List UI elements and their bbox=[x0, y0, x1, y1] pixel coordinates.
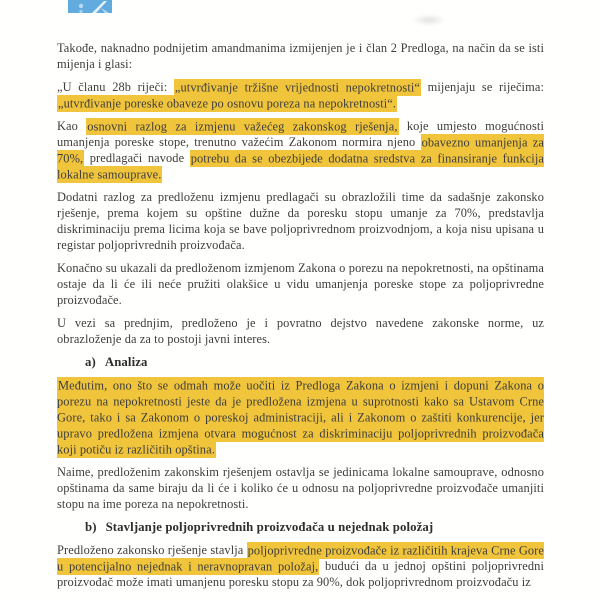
cropped-blue-logo bbox=[68, 0, 112, 13]
paragraph bbox=[57, 377, 544, 457]
paragraph bbox=[57, 464, 544, 512]
document-text bbox=[57, 40, 544, 597]
highlighted-text: „utvrđivanje poreske obaveze po osnovu poreza na nepokretnosti“. bbox=[58, 96, 397, 110]
highlighted-text: Međutim, ono što se odmah može uočiti iz Predloga Zakona o izmjeni i dopuni Zakona o porezu na nepokretnosti jeste da je predložena izmjena u suprotnosti kako sa Ustavom Crne Gore, tako i sa Zakonom o poreskoj administraciji, ali i Zakonom o zaštiti konkurencije, jer upravo predložena izmjena otvara mogućnost za diskriminaciju poljoprivrednih proizvođača koji potiču iz različitih opština. bbox=[57, 378, 544, 456]
paragraph bbox=[57, 79, 544, 111]
heading-marker: b) bbox=[85, 520, 97, 534]
paragraph bbox=[57, 189, 544, 253]
scan-smudge bbox=[412, 14, 446, 26]
paragraph-text: predlagači navode bbox=[84, 151, 190, 165]
paragraph-text: „U članu 28b riječi: bbox=[57, 80, 174, 94]
paragraph bbox=[57, 542, 544, 590]
paragraph-text: budući da u jednoj opštini poljoprivredni proizvođač može imati umanjenu poresku stopu za 90%, dok poljoprivrednom proizvođaču iz bbox=[57, 559, 544, 589]
paragraph-text: koje umjesto mogućnosti umanjenja poreske stope, trenutno važećim Zakonom normira njeno bbox=[57, 119, 544, 149]
paragraph-text: Takođe, naknadno podnijetim amandmanima izmijenjen je i član 2 Predloga, na način da se isti mijenja i glasi: bbox=[57, 41, 544, 71]
highlighted-text: obavezno umanjenja za 70%, bbox=[57, 135, 544, 165]
heading-b-nejednak-polozaj bbox=[85, 519, 544, 535]
paragraph-text: Dodatni razlog za predloženu izmjenu predlagači su obrazložili time da sadašnje zakonsko rješenje, prema kojem su opštine dužne da poresku stopu umanje za 70%, predstavlja diskriminaciju prema licima koja se bave poljoprivrednom proizvodnjom, a koja nisu upisana u registar poljoprivrednih proizvođača. bbox=[57, 190, 544, 252]
heading-text: Stavljanje poljoprivrednih proizvođača u nejednak položaj bbox=[105, 520, 434, 534]
heading-a-analiza bbox=[85, 354, 544, 370]
highlighted-text: osnovni razlog za izmjenu važećeg zakonskog rješenja, bbox=[87, 119, 398, 133]
highlighted-text: poljoprivredne proizvođače iz različitih krajeva Crne Gore u potencijalno nejednak i neravnopravan položaj, bbox=[57, 543, 545, 573]
paragraph-text: Kao bbox=[57, 119, 87, 133]
highlighted-text: potrebu da se obezbijede dodatna sredstva za finansiranje funkcija lokalne samouprave. bbox=[57, 151, 544, 181]
paragraph-text: Predloženo zakonsko rješenje stavlja bbox=[57, 543, 247, 557]
highlighted-text: „utvrđivanje tržišne vrijednosti nepokretnosti“ bbox=[174, 80, 421, 94]
heading-text: Analiza bbox=[104, 355, 148, 369]
paragraph-text: mijenjaju se riječima: bbox=[421, 80, 544, 94]
paragraph-text: Konačno su ukazali da predloženom izmjenom Zakona o porezu na nepokretnosti, na opštinama ostaje da li će ili neće pružiti olakšice u vidu umanjenja poreske stope za poljoprivredne proizvođače. bbox=[57, 261, 544, 307]
paragraph bbox=[57, 315, 544, 347]
paragraph-text: U vezi sa prednjim, predloženo je i povratno dejstvo navedene zakonske norme, uz obrazloženje da za to postoji javni interes. bbox=[57, 316, 544, 346]
heading-marker: a) bbox=[85, 355, 96, 369]
paragraph bbox=[57, 40, 544, 72]
logo-glyph-icon bbox=[68, 0, 112, 13]
paragraph-text: Naime, predloženim zakonskim rješenjem ostavlja se jedinicama lokalne samouprave, odnosno opštinama da same biraju da li će i koliko će u odnosu na poljoprivredne proizvođače umanjiti stopu na ime poreza na nepokretnosti. bbox=[57, 465, 544, 511]
paragraph bbox=[57, 260, 544, 308]
paragraph bbox=[57, 118, 544, 182]
